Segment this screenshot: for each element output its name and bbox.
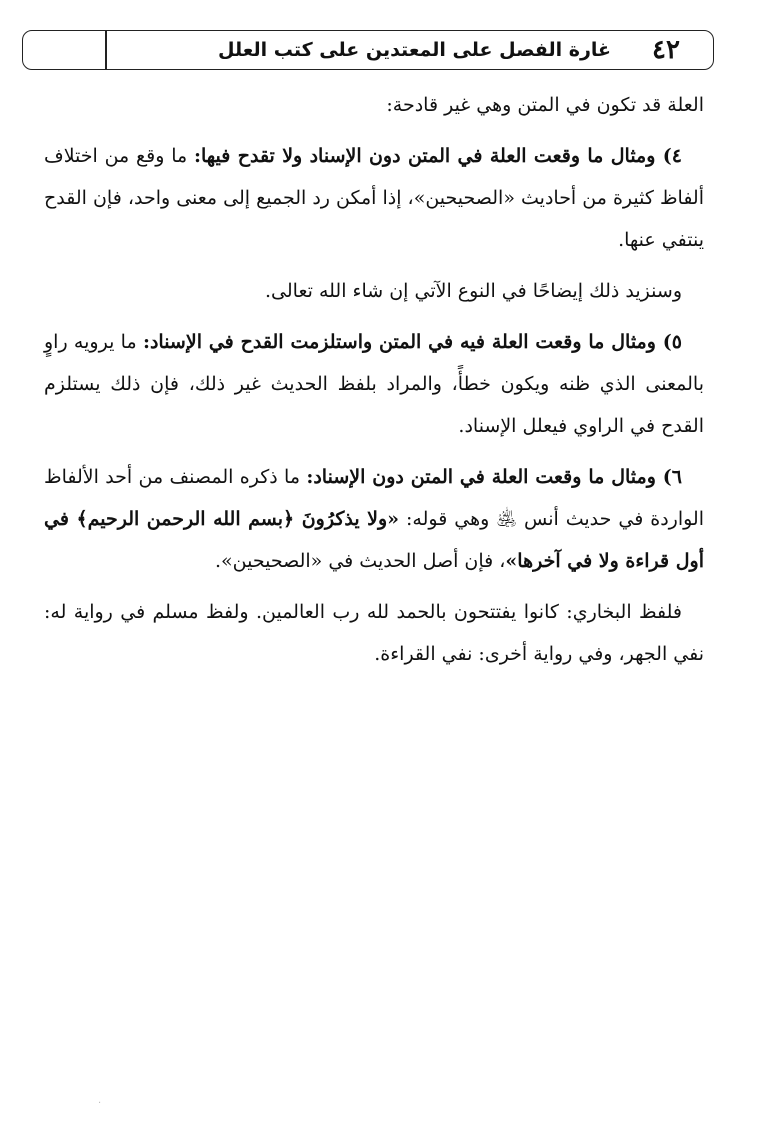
- example-6-lead: ٦) ومثال ما وقعت العلة في المتن دون الإسناد:: [306, 466, 682, 488]
- paragraph-example-6: [44, 456, 704, 582]
- scan-speck: ·: [98, 1098, 102, 1109]
- example-5-lead: ٥) ومثال ما وقعت العلة فيه في المتن واستلزمت القدح في الإسناد:: [142, 331, 682, 353]
- example-6-text: ما ذكره المصنف من أحد الألفاظ الواردة في حديث أنس ﵁ وهي قوله:: [44, 466, 704, 530]
- example-5-text: ما يرويه راوٍ بالمعنى الذي ظنه ويكون خطأً، والمراد بلفظ الحديث غير ذلك، فإن ذلك يستلزم القدح في الراوي فيعلل الإسناد.: [44, 331, 704, 437]
- paragraph-example-5: [44, 321, 704, 447]
- running-header: [22, 30, 714, 70]
- example-4-text: ما وقع من اختلاف ألفاظ كثيرة من أحاديث «الصحيحين»، إذا أمكن رد الجميع إلى معنى واحد، فإن القدح ينتفي عنها.: [44, 145, 704, 251]
- paragraph-text: وسنزيد ذلك إيضاحًا في النوع الآتي إن شاء الله تعالى.: [265, 280, 682, 302]
- paragraph-intro: [44, 84, 704, 126]
- example-4-lead: ٤) ومثال ما وقعت العلة في المتن دون الإسناد ولا تقدح فيها:: [193, 145, 682, 167]
- example-6-ending: ، فإن أصل الحديث في «الصحيحين».: [215, 550, 506, 572]
- hadith-quote: «ولا يذكرُونَ ﴿بسم الله الرحمن الرحيم﴾ في أول قراءة ولا في آخرها»: [44, 508, 704, 572]
- paragraph-text: العلة قد تكون في المتن وهي غير قادحة:: [386, 94, 704, 116]
- paragraph-bukhari-muslim: [44, 591, 704, 675]
- paragraph-text: فلفظ البخاري: كانوا يفتتحون بالحمد لله رب العالمين. ولفظ مسلم في رواية له: نفي الجهر، وفي رواية أخرى: نفي القراءة.: [44, 601, 704, 665]
- page-body: [44, 84, 704, 684]
- paragraph-example-4: [44, 135, 704, 261]
- paragraph-note: [44, 270, 704, 312]
- page-number: ٤٢: [652, 35, 680, 65]
- running-title: غارة الفصل على المعتدين على كتب العلل: [218, 39, 611, 61]
